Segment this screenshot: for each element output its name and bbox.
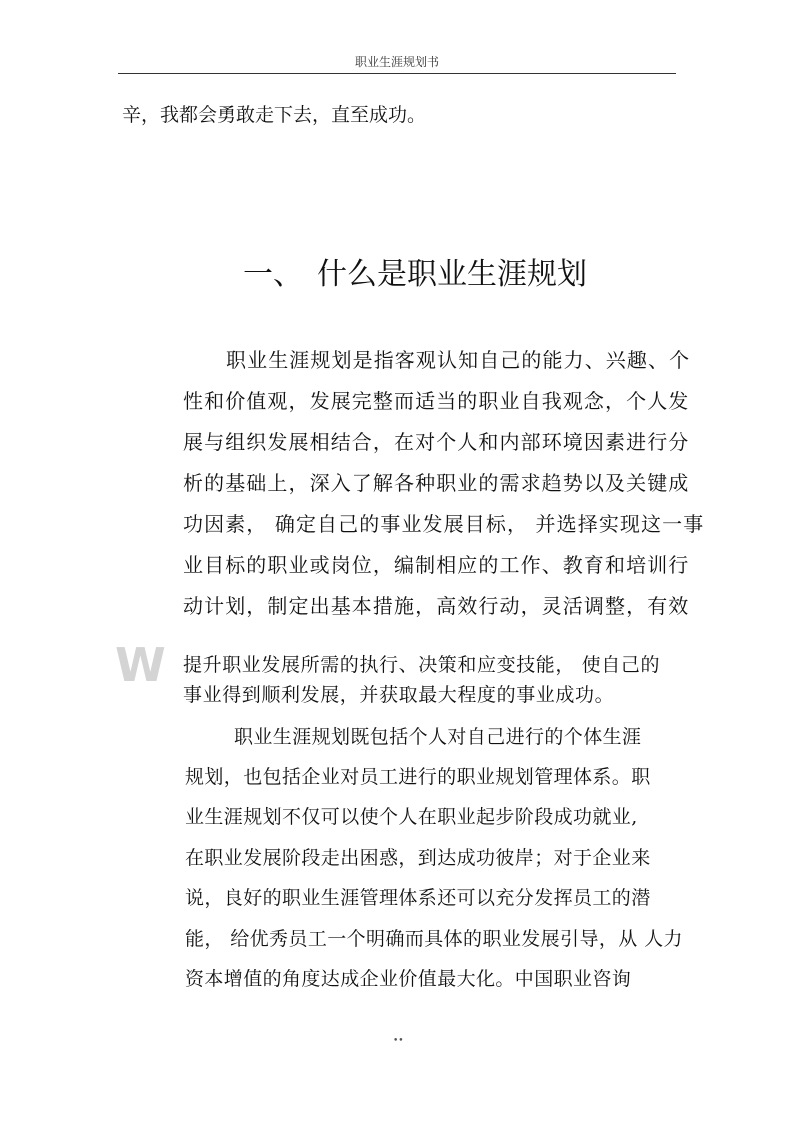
intro-line: 辛，我都会勇敢走下去，直至成功。 [122,104,427,126]
paragraph3-line: 业生涯规划不仅可以使个人在职业起步阶段成功就业, [185,806,638,828]
section-title: 什么是职业生涯规划 [317,257,587,292]
paragraph3-line: 资本增值的角度达成企业价值最大化。中国职业咨询 [185,968,632,990]
page-marker: •• [393,1036,404,1046]
section-heading [243,253,587,297]
paragraph1-line: 析的基础上，深入了解各种职业的需求趋势以及关键成 [183,471,690,495]
paragraph3-line: 能， 给优秀员工一个明确而具体的职业发展引导，从 人力 [185,928,683,950]
section-number: 一、 [243,257,303,292]
page-header [118,52,676,74]
paragraph3-line: 规划，也包括企业对员工进行的职业规划管理体系。职 [185,766,651,788]
paragraph1-line: 动计划，制定出基本措施，高效行动，灵活调整，有效 [183,594,690,618]
paragraph3-line: 说，良好的职业生涯管理体系还可以充分发挥员工的潜 [185,887,651,909]
paragraph3-line: 在职业发展阶段走出困惑，到达成功彼岸；对于企业来 [185,847,651,869]
paragraph2-line: 事业得到顺利发展，并获取最大程度的事业成功。 [183,684,615,706]
paragraph1-line: 展与组织发展相结合，在对个人和内部环境因素进行分 [183,430,690,454]
watermark-logo: W [115,638,162,692]
paragraph1-line: 业目标的职业或岗位，编制相应的工作、教育和培训行 [183,553,690,577]
paragraph2-line: 提升职业发展所需的执行、决策和应变技能， 使自己的 [183,654,661,676]
header-title: 职业生涯规划书 [354,55,439,69]
paragraph1-line: 功因素， 确定自己的事业发展目标， 并选择实现这一事 [183,512,705,536]
paragraph3-line: 职业生涯规划既包括个人对自己进行的个体生涯 [234,726,642,748]
paragraph1-line: 性和价值观，发展完整而适当的职业自我观念，个人发 [183,389,690,413]
paragraph1-line: 职业生涯规划是指客观认知自己的能力、兴趣、个 [226,348,691,372]
